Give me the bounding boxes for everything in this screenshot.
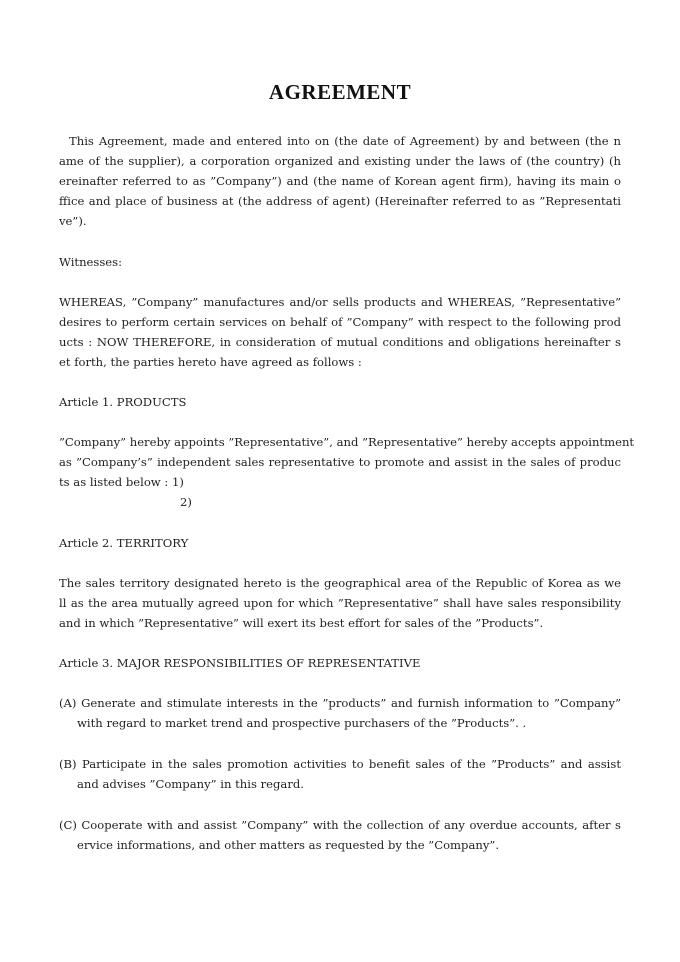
article-1-line: ”Company” hereby appoints ”Representative”, and ”Representative” hereby accepts appointment: [59, 435, 635, 449]
article-2-line: ll as the area mutually agreed upon for which ”Representative” shall have sales responsibility: [59, 596, 621, 610]
whereas-line: et forth, the parties hereto have agreed as follows :: [59, 355, 362, 369]
article-2-heading: Article 2. TERRITORY: [59, 536, 189, 550]
responsibility-c-line: (C) Cooperate with and assist ”Company” with the collection of any overdue accounts, after s: [59, 818, 621, 832]
article-2-line: The sales territory designated hereto is the geographical area of the Republic of Korea as we: [59, 576, 621, 590]
intro-line: ve”).: [59, 214, 87, 228]
article-1-line: as ”Company’s” independent sales representative to promote and assist in the sales of produc: [59, 455, 621, 469]
intro-line: ffice and place of business at (the address of agent) (Hereinafter referred to as ”Representati: [59, 194, 621, 208]
whereas-line: desires to perform certain services on behalf of ”Company” with respect to the following prod: [59, 315, 621, 329]
article-1-heading: Article 1. PRODUCTS: [59, 395, 187, 409]
article-1-line: ts as listed below : 1): [59, 475, 184, 489]
responsibility-b-line: and advises ”Company” in this regard.: [77, 777, 304, 791]
responsibility-a-line: (A) Generate and stimulate interests in the ”products” and furnish information to ”Company”: [59, 696, 621, 710]
intro-line: ame of the supplier), a corporation organized and existing under the laws of (the country) (h: [59, 154, 621, 168]
article-1-product-item-2: 2): [180, 495, 192, 509]
article-3-heading: Article 3. MAJOR RESPONSIBILITIES OF REPRESENTATIVE: [59, 656, 421, 670]
witnesses-label: Witnesses:: [59, 255, 123, 269]
responsibility-a-line: with regard to market trend and prospective purchasers of the ”Products”. .: [77, 716, 527, 730]
intro-line: ereinafter referred to as ”Company”) and (the name of Korean agent firm), having its main o: [59, 174, 621, 188]
intro-line: This Agreement, made and entered into on (the date of Agreement) by and between (the n: [69, 134, 621, 148]
responsibility-c-line: ervice informations, and other matters as requested by the ”Company”.: [77, 838, 500, 852]
whereas-line: ucts : NOW THEREFORE, in consideration of mutual conditions and obligations hereinafter s: [59, 335, 621, 349]
responsibility-b-line: (B) Participate in the sales promotion activities to benefit sales of the ”Products” and assist: [59, 757, 621, 771]
article-2-line: and in which ”Representative” will exert its best effort for sales of the ”Products”.: [59, 616, 544, 630]
document-title: AGREEMENT: [268, 80, 412, 104]
whereas-line: WHEREAS, ”Company” manufactures and/or sells products and WHEREAS, ”Representative”: [59, 295, 621, 309]
